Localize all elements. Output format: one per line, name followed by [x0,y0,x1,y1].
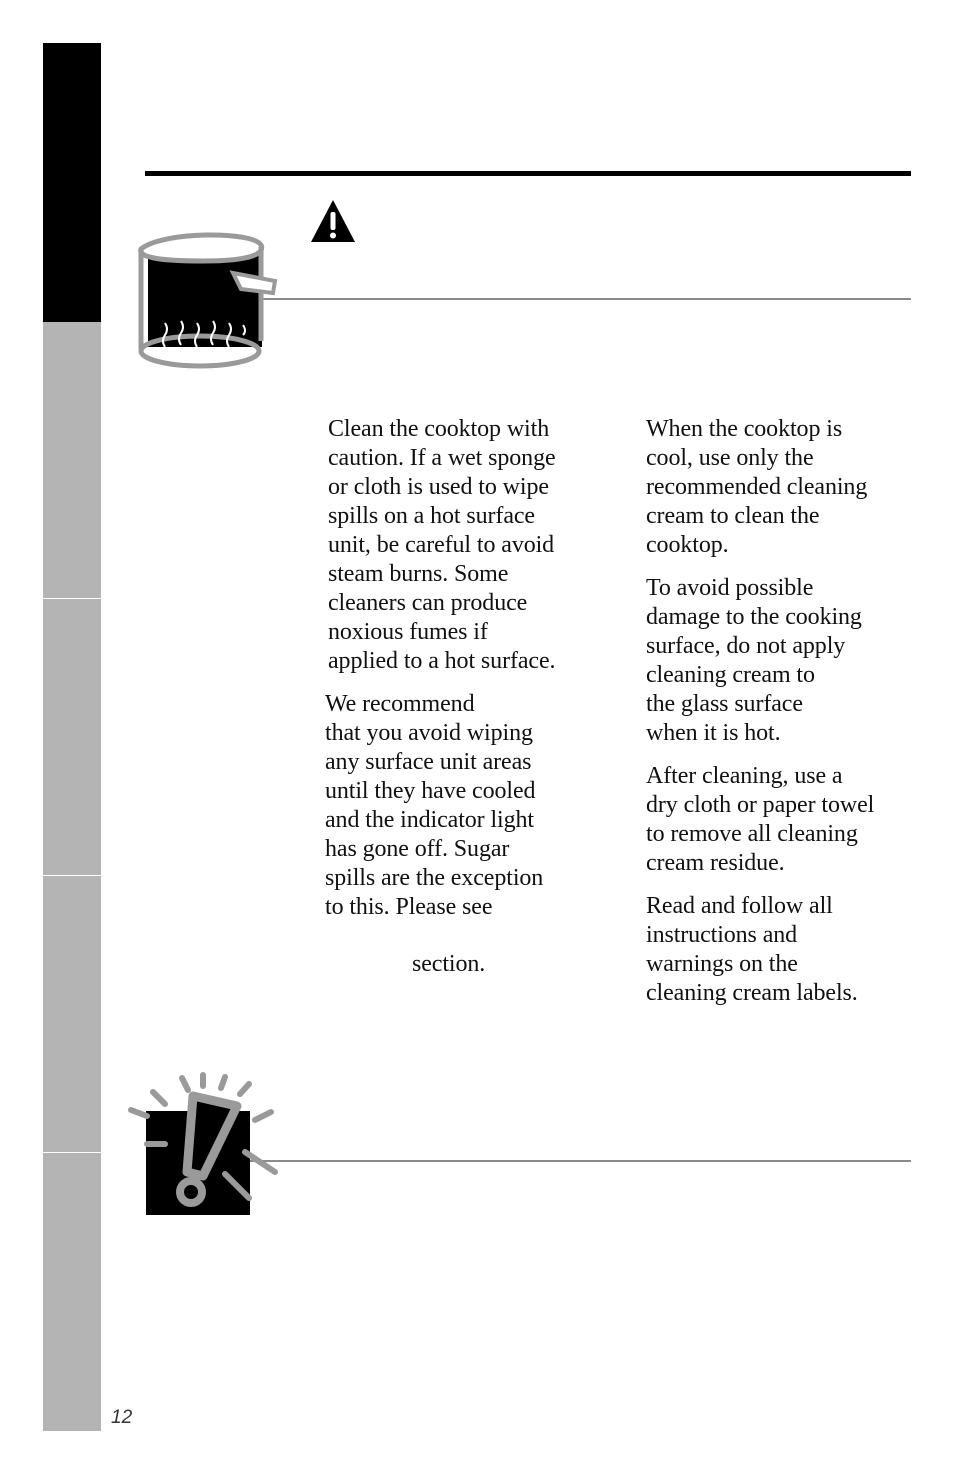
hot-pot-icon [133,231,283,373]
warning-triangle-icon [309,198,357,244]
tip-rule [250,1160,911,1162]
heading-rule [262,298,911,300]
read-instructions-paragraph: Read and follow all instructions and warnings on the cleaning cream labels. [646,893,858,1006]
cool-cooktop-paragraph: When the cooktop is cool, use only the recommended cleaning cream to clean the cooktop. [646,416,868,558]
recommend-paragraph: We recommend that you avoid wiping any surface unit areas until they have cooled and the indicator light has gone off. Sugar spills are the exception to this. Please see [325,691,544,920]
cleaning-column [646,415,936,1008]
caution-paragraph: Clean the cooktop with caution. If a wet sponge or cloth is used to wipe spills on a hot surface unit, be careful to avoid steam burns. Some cleaners can produce noxious fumes if applied to a hot surface. [328,416,556,674]
side-tab-4 [43,1153,101,1431]
caution-column [328,415,608,676]
side-tab-1 [43,322,101,598]
avoid-damage-paragraph: To avoid possible damage to the cooking surface, do not apply cleaning cream to the glass surface when it is hot. [646,575,862,746]
side-tab-2 [43,599,101,875]
side-tab-3 [43,876,101,1152]
side-tab-active [43,43,101,322]
section-reference [412,950,485,979]
section-word: section. [412,951,486,977]
page-number: 12 [111,1407,133,1428]
after-cleaning-paragraph: After cleaning, use a dry cloth or paper towel to remove all cleaning cream residue. [646,763,875,876]
section-divider [145,171,911,176]
recommend-block [325,690,615,922]
exclamation-tip-icon [125,1072,281,1218]
